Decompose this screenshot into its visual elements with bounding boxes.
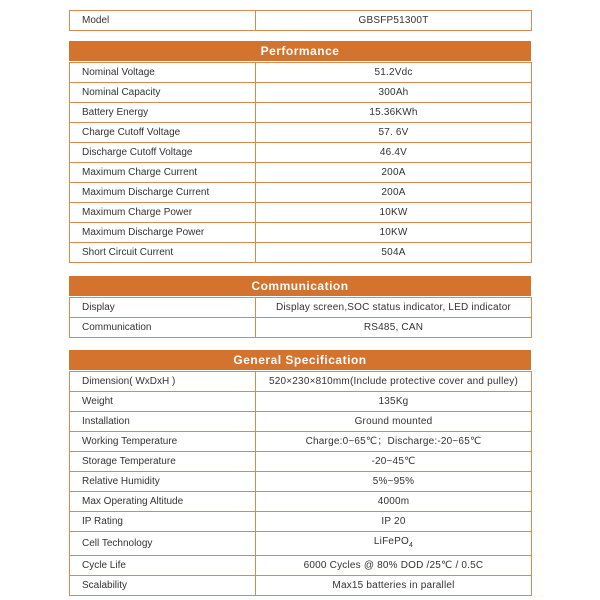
spec-label: Model [70, 11, 256, 31]
spec-label: Charge Cutoff Voltage [70, 123, 256, 143]
spec-label: Weight [70, 392, 256, 412]
spec-value: RS485, CAN [256, 318, 532, 338]
spec-label: Storage Temperature [70, 452, 256, 472]
table-row [70, 143, 532, 163]
spec-value: -20~45℃ [256, 452, 532, 472]
spec-value: 135Kg [256, 392, 532, 412]
table-row [70, 83, 532, 103]
spec-label: Maximum Discharge Current [70, 183, 256, 203]
section-header-communication: Communication [69, 276, 531, 296]
spec-value: 504A [256, 243, 532, 263]
spec-label: Working Temperature [70, 432, 256, 452]
table-row [70, 492, 532, 512]
spec-value: 6000 Cycles @ 80% DOD /25℃ / 0.5C [256, 556, 532, 576]
spec-value: 200A [256, 163, 532, 183]
table-row [70, 318, 532, 338]
table-row [70, 11, 532, 31]
spec-value: 5%~95% [256, 472, 532, 492]
table-row [70, 243, 532, 263]
spec-value: Charge:0~65℃；Discharge:-20~65℃ [256, 432, 532, 452]
spec-label: IP Rating [70, 512, 256, 532]
table-row [70, 432, 532, 452]
table-row [70, 556, 532, 576]
table-row [70, 532, 532, 556]
table-row [70, 223, 532, 243]
spec-value: 10KW [256, 203, 532, 223]
spec-value: Display screen,SOC status indicator, LED indicator [256, 298, 532, 318]
spec-label: Installation [70, 412, 256, 432]
spec-value [256, 532, 532, 556]
model-table [69, 10, 532, 31]
spec-label: Max Operating Altitude [70, 492, 256, 512]
table-row [70, 183, 532, 203]
table-row [70, 372, 532, 392]
spec-value: 46.4V [256, 143, 532, 163]
table-row [70, 123, 532, 143]
table-row [70, 412, 532, 432]
spec-label: Nominal Voltage [70, 63, 256, 83]
table-row [70, 576, 532, 596]
spec-value: GBSFP51300T [256, 11, 532, 31]
spec-label: Display [70, 298, 256, 318]
spec-label: Scalability [70, 576, 256, 596]
spec-label: Discharge Cutoff Voltage [70, 143, 256, 163]
spec-value: 520×230×810mm(Include protective cover and pulley) [256, 372, 532, 392]
spec-label: Communication [70, 318, 256, 338]
cell-chemistry-text: LiFePO [373, 536, 409, 547]
spec-label: Dimension( WxDxH ) [70, 372, 256, 392]
spec-label: Maximum Charge Power [70, 203, 256, 223]
spec-label: Battery Energy [70, 103, 256, 123]
spec-label: Maximum Charge Current [70, 163, 256, 183]
table-row [70, 163, 532, 183]
spec-label: Nominal Capacity [70, 83, 256, 103]
spec-value: 15.36KWh [256, 103, 532, 123]
spec-value: Max15 batteries in parallel [256, 576, 532, 596]
table-row [70, 472, 532, 492]
table-row [70, 103, 532, 123]
spec-value: 4000m [256, 492, 532, 512]
general-specification-table [69, 371, 532, 596]
table-row [70, 63, 532, 83]
table-row [70, 452, 532, 472]
spec-value: 300Ah [256, 83, 532, 103]
spec-value: 51.2Vdc [256, 63, 532, 83]
table-row [70, 298, 532, 318]
spec-label: Cell Technology [70, 532, 256, 556]
spec-value: 57. 6V [256, 123, 532, 143]
communication-table [69, 297, 532, 338]
spec-label: Maximum Discharge Power [70, 223, 256, 243]
section-header-general-specification: General Specification [69, 350, 531, 370]
table-row [70, 512, 532, 532]
spec-value: Ground mounted [256, 412, 532, 432]
spec-value: 200A [256, 183, 532, 203]
spec-label: Relative Humidity [70, 472, 256, 492]
cell-chemistry-subscript: 4 [409, 542, 414, 549]
spec-label: Short Circuit Current [70, 243, 256, 263]
performance-table [69, 62, 532, 263]
spec-value: 10KW [256, 223, 532, 243]
spec-value: IP 20 [256, 512, 532, 532]
section-header-performance: Performance [69, 41, 531, 61]
table-row [70, 392, 532, 412]
spec-label: Cycle Life [70, 556, 256, 576]
table-row [70, 203, 532, 223]
